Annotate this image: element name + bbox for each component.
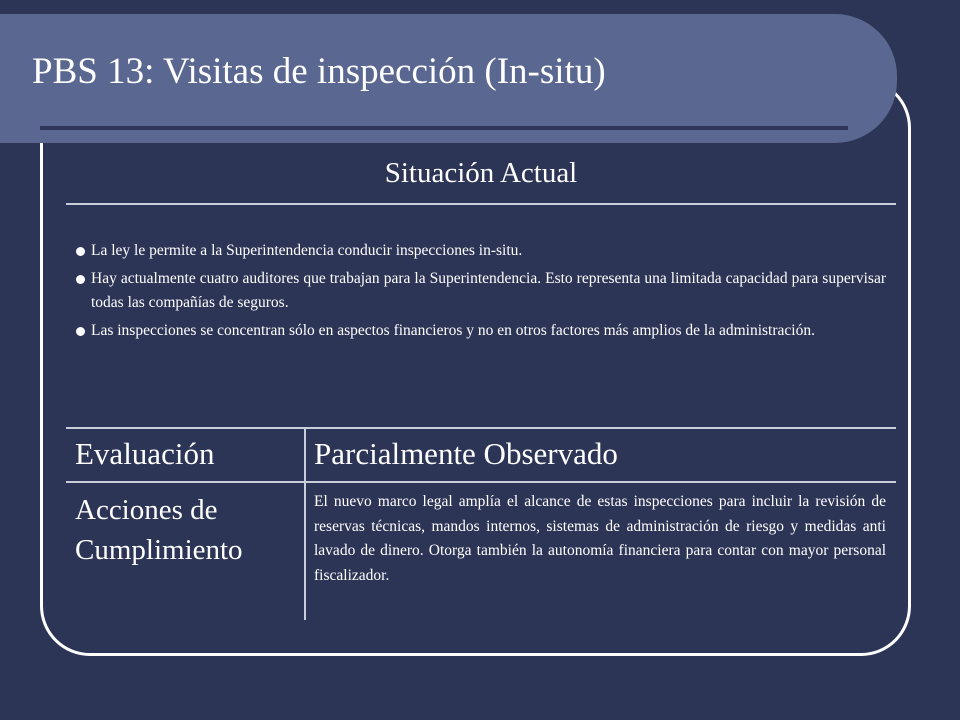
section-divider <box>66 203 896 205</box>
bullet-item: La ley le permite a la Superintendencia conducir inspecciones in-situ. <box>75 239 886 263</box>
section-title: Situación Actual <box>384 157 578 189</box>
table-row-rule <box>66 481 896 483</box>
compliance-text: El nuevo marco legal amplía el alcance de estas inspecciones para incluir la revisión de reservas técnicas, mandos internos, sistemas de administración de riesgo y medidas anti lavado de dinero. Otorga también la autonomía financiera para contar con mayor personal fiscalizador. <box>314 493 886 584</box>
compliance-label: Acciones de Cumplimiento <box>75 494 243 566</box>
evaluation-label: Evaluación <box>75 436 215 471</box>
bullet-item: Las inspecciones se concentran sólo en aspectos financieros y no en otros factores más amplios de la administración. <box>75 319 886 343</box>
title-divider <box>40 126 848 130</box>
evaluation-value: Parcialmente Observado <box>314 436 618 471</box>
table-top-rule <box>66 427 896 429</box>
bullet-item: Hay actualmente cuatro auditores que trabajan para la Superintendencia. Esto representa una limitada capacidad para supervisar todas las compañías de seguros. <box>75 267 886 315</box>
table-column-divider <box>304 428 306 620</box>
bullet-list <box>75 239 886 347</box>
slide-title: PBS 13: Visitas de inspección (In-situ) <box>32 51 606 92</box>
